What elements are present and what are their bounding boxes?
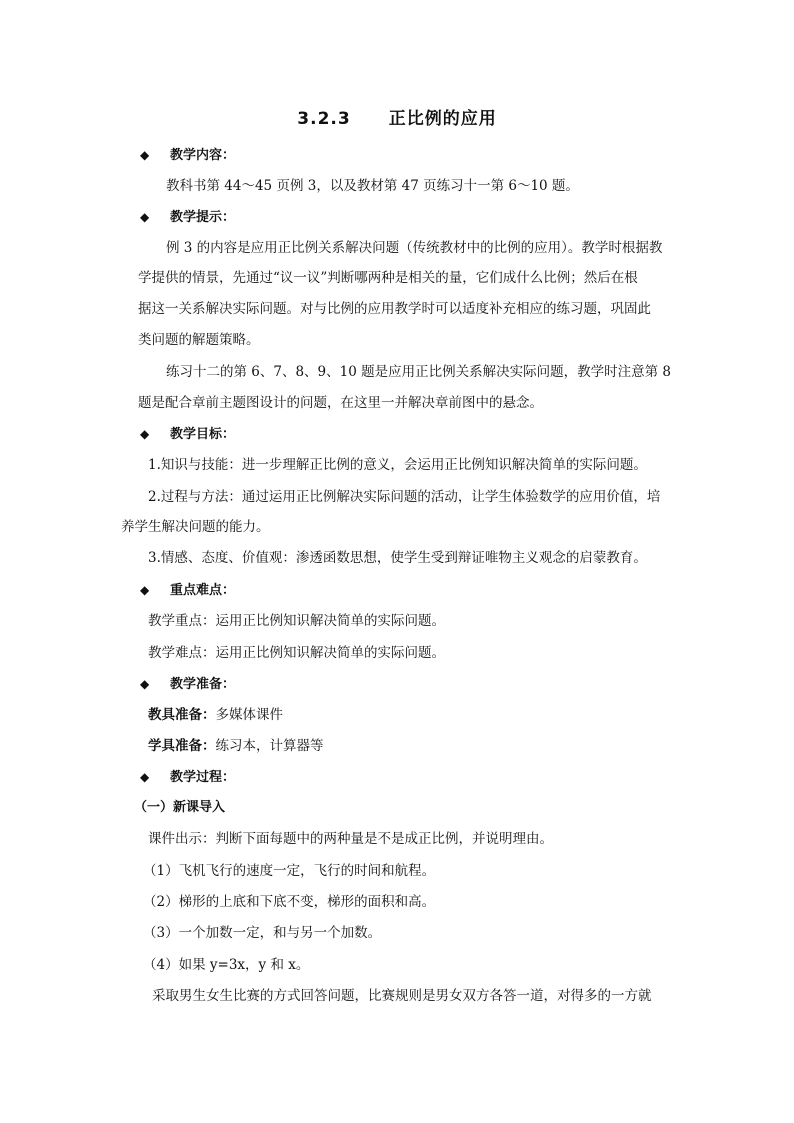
section-number: 3.2.3 [297, 109, 351, 129]
diamond-bullet-icon: ◆ [140, 583, 150, 597]
content-line: 教科书第 44～45 页例 3，以及教材第 47 页练习十一第 6～10 题。 [166, 178, 579, 194]
hints-line: 类问题的解题策略。 [138, 332, 260, 348]
process-line: （2）梯形的上底和下底不变，梯形的面积和高。 [143, 894, 436, 910]
teacher-prep-value: 多媒体课件 [215, 707, 283, 723]
hints-line: 例 3 的内容是应用正比例关系解决问题（传统教材中的比例的应用）。教学时根据教 [166, 240, 663, 256]
diamond-bullet-icon: ◆ [140, 148, 150, 162]
hints-line: 学提供的情景，先通过“议一议”判断哪两种是相关的量，它们成什么比例；然后在根 [138, 270, 638, 286]
teacher-prep-line [148, 705, 283, 725]
title-text: 正比例的应用 [388, 109, 497, 129]
heading-key-points: ◆ 重点难点： [140, 580, 235, 601]
heading-hints: ◆ 教学提示： [140, 207, 235, 228]
process-line: 采取男生女生比赛的方式回答问题，比赛规则是男女双方各答一道，对得多的一方就 [152, 988, 652, 1004]
heading-content: ◆ 教学内容： [140, 145, 235, 166]
diamond-bullet-icon: ◆ [140, 770, 150, 784]
goals-line: 2.过程与方法：通过运用正比例解决实际问题的活动，让学生体验数学的应用价值，培 [148, 489, 661, 505]
hints-line: 练习十二的第 6、7、8、9、10 题是应用正比例关系解决实际问题，教学时注意第 8 [166, 364, 671, 380]
process-line: （3）一个加数一定，和与另一个加数。 [143, 925, 382, 941]
diamond-bullet-icon: ◆ [140, 210, 150, 224]
heading-process: ◆ 教学过程： [140, 767, 235, 788]
diamond-bullet-icon: ◆ [140, 677, 150, 691]
subheading-new-lesson: （一）新课导入 [134, 800, 226, 815]
page-title [0, 104, 794, 129]
key-point-line: 教学难点：运用正比例知识解决简单的实际问题。 [148, 645, 445, 661]
process-line: （1）飞机飞行的速度一定，飞行的时间和航程。 [143, 863, 436, 879]
student-prep-value: 练习本，计算器等 [215, 738, 324, 754]
heading-prep: ◆ 教学准备： [140, 674, 235, 695]
student-prep-label: 学具准备： [148, 738, 216, 754]
process-line: （4）如果 y=3x，y 和 x。 [143, 957, 310, 973]
teacher-prep-label: 教具准备： [148, 707, 216, 723]
process-line: 课件出示：判断下面每题中的两种量是不是成正比例，并说明理由。 [148, 831, 553, 847]
hints-line: 题是配合章前主题图设计的问题，在这里一并解决章前图中的悬念。 [138, 395, 543, 411]
goals-line: 3.情感、态度、价值观：渗透函数思想，使学生受到辩证唯物主义观念的启蒙教育。 [148, 550, 647, 566]
key-point-line: 教学重点：运用正比例知识解决简单的实际问题。 [148, 613, 445, 629]
goals-line: 养学生解决问题的能力。 [121, 519, 270, 535]
heading-goals: ◆ 教学目标： [140, 424, 235, 445]
student-prep-line [148, 736, 324, 756]
goals-line: 1.知识与技能：进一步理解正比例的意义，会运用正比例知识解决简单的实际问题。 [148, 457, 647, 473]
diamond-bullet-icon: ◆ [140, 427, 150, 441]
hints-line: 据这一关系解决实际问题。对与比例的应用教学时可以适度补充相应的练习题，巩固此 [138, 301, 651, 317]
